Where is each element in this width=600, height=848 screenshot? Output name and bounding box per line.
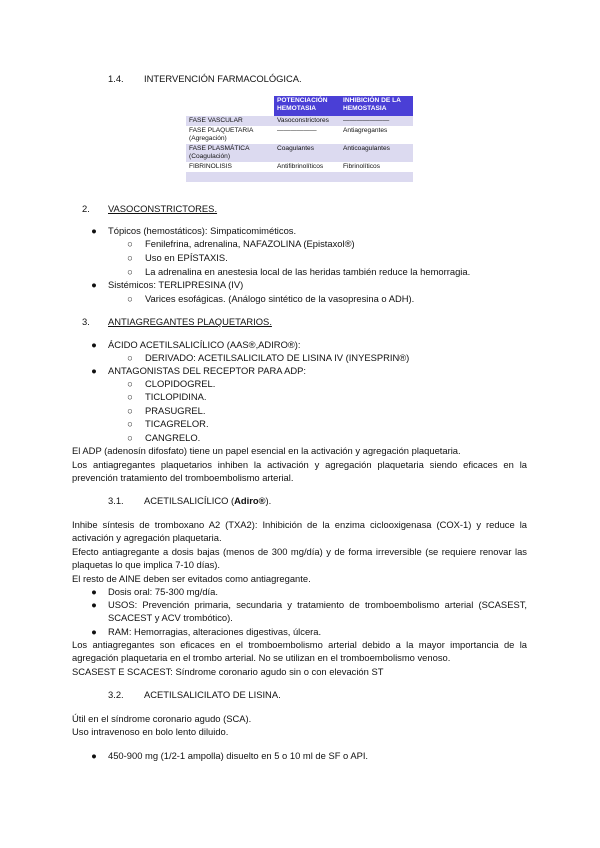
sub-bullet-icon: ○ bbox=[127, 378, 133, 389]
section-3-2-title: ACETILSALICILATO DE LISINA. bbox=[144, 689, 281, 700]
scasest-note: SCASEST E SCACEST: Síndrome coronario agudo sin o con elevación ST bbox=[72, 666, 384, 677]
sub-bullet-icon: ○ bbox=[127, 238, 133, 249]
sca-note: Útil en el síndrome coronario agudo (SCA). bbox=[72, 713, 252, 724]
section-3-1-title: ACETILSALICÍLICO (Adiro®). bbox=[144, 495, 272, 506]
antagonistas-sub-item: CANGRELO. bbox=[145, 432, 201, 443]
table-cell: Anticoagulantes bbox=[340, 144, 413, 162]
bullet-icon: ● bbox=[91, 225, 97, 236]
bullet-icon: ● bbox=[91, 626, 97, 637]
section-2-title: VASOCONSTRICTORES. bbox=[108, 203, 218, 214]
table-cell: ——————— bbox=[340, 116, 413, 126]
section-3-2-number: 3.2. bbox=[108, 689, 124, 700]
section-1-4-number: 1.4. bbox=[108, 73, 124, 84]
bullet-icon: ● bbox=[91, 750, 97, 761]
table-cell: FASE PLAQUETARIA (Agregación) bbox=[186, 126, 274, 144]
table-row bbox=[186, 116, 413, 126]
table-cell bbox=[186, 172, 274, 182]
table-row bbox=[186, 126, 413, 144]
sub-bullet-icon: ○ bbox=[127, 405, 133, 416]
sistemicos-sub-item: Varices esofágicas. (Análogo sintético de la vasopresina o ADH). bbox=[145, 293, 415, 304]
sub-bullet-icon: ○ bbox=[127, 432, 133, 443]
table-row bbox=[186, 162, 413, 172]
aine-note: El resto de AINE deben ser evitados como antiagregante. bbox=[72, 573, 311, 584]
table-header-cell: INHIBICIÓN DE LA HEMOSTASIA bbox=[340, 96, 413, 116]
table-row bbox=[186, 172, 413, 182]
topicos-item: Tópicos (hemostáticos): Simpaticomiméticos. bbox=[108, 225, 297, 236]
acido-sub-item: DERIVADO: ACETILSALICILATO DE LISINA IV (INYESPRIN®) bbox=[145, 352, 410, 363]
bullet-icon: ● bbox=[91, 586, 97, 597]
table-cell: Vasoconstrictores bbox=[274, 116, 340, 126]
hemostasis-table bbox=[186, 96, 413, 182]
table-cell bbox=[340, 172, 413, 182]
table-header-cell: POTENCIACIÓN HEMOTASIA bbox=[274, 96, 340, 116]
table-header-cell bbox=[186, 96, 274, 116]
antagonistas-sub-item: PRASUGREL. bbox=[145, 405, 206, 416]
table-cell: Fibrinolíticos bbox=[340, 162, 413, 172]
antagonistas-sub-item: CLOPIDOGREL. bbox=[145, 378, 216, 389]
table-cell bbox=[274, 172, 340, 182]
dosis-lisina-item: 450-900 mg (1/2-1 ampolla) disuelto en 5 o 10 ml de SF o API. bbox=[108, 750, 369, 761]
eficacia-paragraph: Los antiagregantes son eficaces en el tromboembolismo arterial debido a la mayor importancia de la agregación plaquetaria en el trombo arterial. No se utilizan en el tromboembolismo venoso. bbox=[72, 639, 527, 663]
section-1-4-title: INTERVENCIÓN FARMACOLÓGICA. bbox=[144, 73, 302, 84]
ram-item: RAM: Hemorragias, alteraciones digestivas, úlcera. bbox=[108, 626, 322, 637]
sub-bullet-icon: ○ bbox=[127, 266, 133, 277]
topicos-sub-item: Fenilefrina, adrenalina, NAFAZOLINA (Epistaxol®) bbox=[145, 238, 355, 249]
section-3-1-number: 3.1. bbox=[108, 495, 124, 506]
sub-bullet-icon: ○ bbox=[127, 391, 133, 402]
dose-effect-paragraph: Efecto antiagregante a dosis bajas (menos de 300 mg/día) y de forma irreversible (se requiere renovar las plaquetas lo que implica 7-10 días). bbox=[72, 546, 527, 570]
section-3-number: 3. bbox=[82, 316, 90, 327]
sistemicos-item: Sistémicos: TERLIPRESINA (IV) bbox=[108, 279, 244, 290]
adp-note: El ADP (adenosín difosfato) tiene un papel esencial en la activación y agregación plaquetaria. bbox=[72, 445, 461, 456]
section-2-number: 2. bbox=[82, 203, 90, 214]
antiagregantes-paragraph: Los antiagregantes plaquetarios inhiben la activación y agregación plaquetaria siendo eficaces en la prevención tratamiento del tromboembolismo arterial. bbox=[72, 459, 527, 483]
bullet-icon: ● bbox=[91, 365, 97, 376]
bullet-icon: ● bbox=[91, 339, 97, 350]
iv-note: Uso intravenoso en bolo lento diluido. bbox=[72, 726, 229, 737]
table-cell: —————— bbox=[274, 126, 340, 144]
bullet-icon: ● bbox=[91, 599, 97, 610]
acido-item: ÁCIDO ACETILSALICÍLICO (AAS®,ADIRO®): bbox=[108, 339, 301, 350]
topicos-sub-item: La adrenalina en anestesia local de las heridas también reduce la hemorragia. bbox=[145, 266, 471, 277]
usos-item: USOS: Prevención primaria, secundaria y tratamiento de tromboembolismo arterial (SCASEST, SCACEST y ACV trombótico). bbox=[108, 599, 527, 623]
antagonistas-item: ANTAGONISTAS DEL RECEPTOR PARA ADP: bbox=[108, 365, 306, 376]
sub-bullet-icon: ○ bbox=[127, 352, 133, 363]
section-3-title: ANTIAGREGANTES PLAQUETARIOS. bbox=[108, 316, 272, 327]
table-cell: FASE PLASMÁTICA (Coagulación) bbox=[186, 144, 274, 162]
table-cell: FIBRINOLISIS bbox=[186, 162, 274, 172]
sub-bullet-icon: ○ bbox=[127, 418, 133, 429]
table-row bbox=[186, 144, 413, 162]
sub-bullet-icon: ○ bbox=[127, 252, 133, 263]
table-cell: FASE VASCULAR bbox=[186, 116, 274, 126]
sub-bullet-icon: ○ bbox=[127, 293, 133, 304]
topicos-sub-item: Uso en EPÍSTAXIS. bbox=[145, 252, 228, 263]
bullet-icon: ● bbox=[91, 279, 97, 290]
mechanism-paragraph: Inhibe síntesis de tromboxano A2 (TXA2): Inhibición de la enzima ciclooxigenasa (COX-1) y reduce la activación y agregación plaquetaria. bbox=[72, 519, 527, 543]
table-cell: Coagulantes bbox=[274, 144, 340, 162]
antagonistas-sub-item: TICAGRELOR. bbox=[145, 418, 209, 429]
table-cell: Antiagregantes bbox=[340, 126, 413, 144]
antagonistas-sub-item: TICLOPIDINA. bbox=[145, 391, 207, 402]
table-header-row bbox=[186, 96, 413, 116]
table-cell: Antifibrinolíticos bbox=[274, 162, 340, 172]
dosis-item: Dosis oral: 75-300 mg/día. bbox=[108, 586, 218, 597]
